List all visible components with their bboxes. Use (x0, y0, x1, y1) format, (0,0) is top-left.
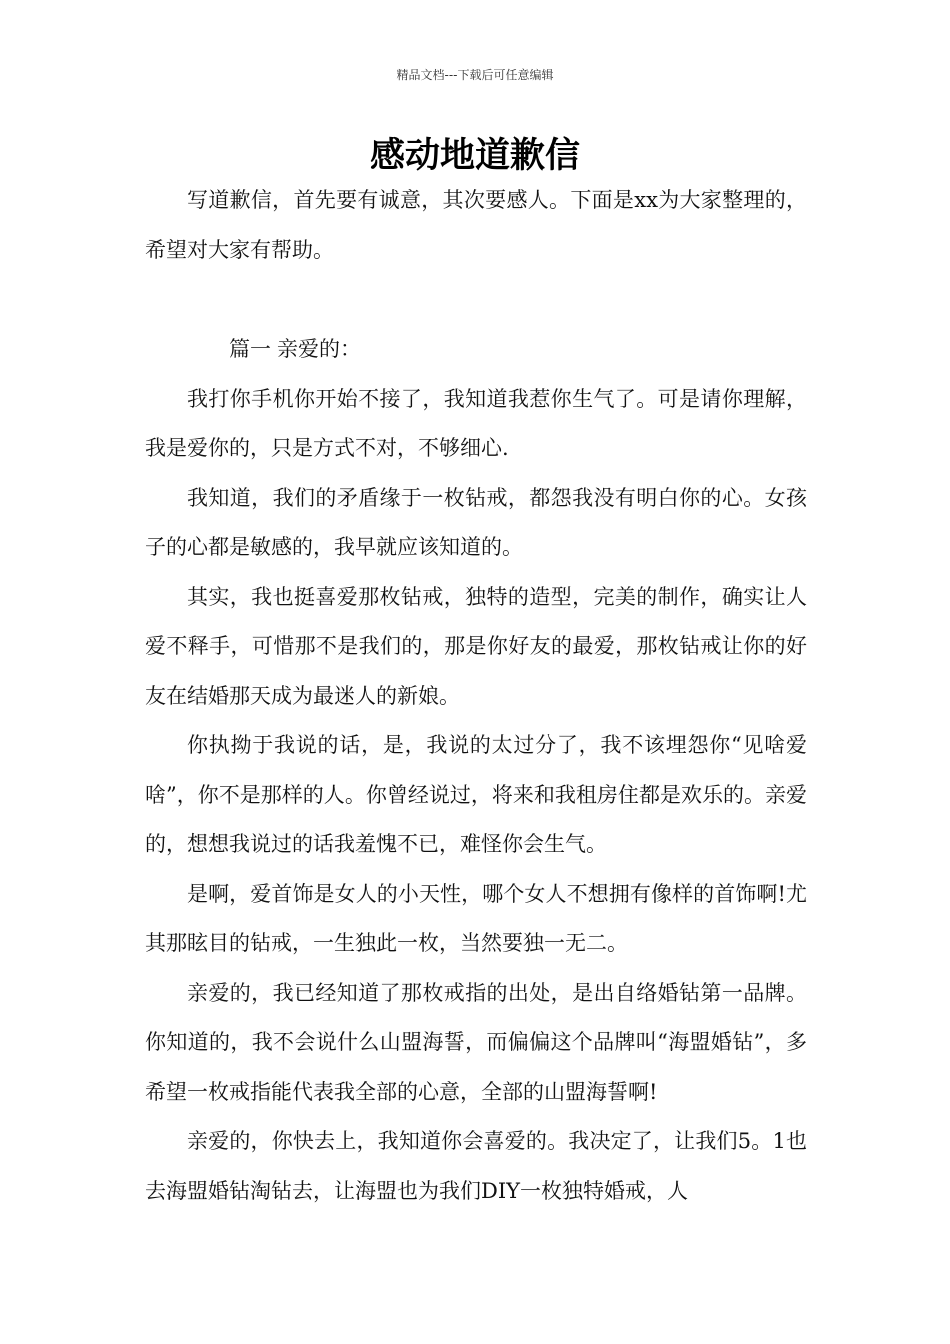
blank-line (145, 275, 807, 325)
body-paragraph: 我打你手机你开始不接了，我知道我惹你生气了。可是请你理解，我是爱你的，只是方式不对，不够细心. (145, 386, 807, 460)
body-paragraph: 亲爱的，我已经知道了那枚戒指的出处，是出自络婚钻第一品牌。你知道的，我不会说什么山盟海誓，而偏偏这个品牌叫“海盟婚钻”，多希望一枚戒指能代表我全部的心意，全部的山盟海誓啊! (145, 980, 807, 1104)
section-label: 篇一 (229, 337, 271, 361)
page-header: 精品文档---下载后可任意编辑 (396, 68, 554, 82)
body-paragraph: 是啊，爱首饰是女人的小天性，哪个女人不想拥有像样的首饰啊!尤其那眩目的钻戒，一生独此一枚，当然要独一无二。 (145, 881, 807, 955)
intro-paragraph: 写道歉信，首先要有诚意，其次要感人。下面是xx为大家整理的，希望对大家有帮助。 (145, 188, 807, 262)
document-body (145, 176, 807, 1216)
body-paragraph: 你执拗于我说的话，是，我说的太过分了，我不该埋怨你“见啥爱啥”，你不是那样的人。你曾经说过，将来和我租房住都是欢乐的。亲爱的，想想我说过的话我羞愧不已，难怪你会生气。 (145, 733, 807, 856)
document-title: 感动地道歉信 (369, 136, 580, 176)
body-paragraph: 其实，我也挺喜爱那枚钻戒，独特的造型，完美的制作，确实让人爱不释手，可惜那不是我们的，那是你好友的最爱，那枚钻戒让你的好友在结婚那天成为最迷人的新娘。 (145, 584, 807, 708)
body-paragraph: 我知道，我们的矛盾缘于一枚钻戒，都怨我没有明白你的心。女孩子的心都是敏感的，我早就应该知道的。 (145, 485, 807, 559)
body-paragraph: 亲爱的，你快去上，我知道你会喜爱的。我决定了，让我们5。1也去海盟婚钻淘钻去，让海盟也为我们DIY一枚独特婚戒，人 (145, 1129, 807, 1203)
salutation-line (145, 325, 807, 375)
salutation: 亲爱的： (277, 337, 361, 361)
